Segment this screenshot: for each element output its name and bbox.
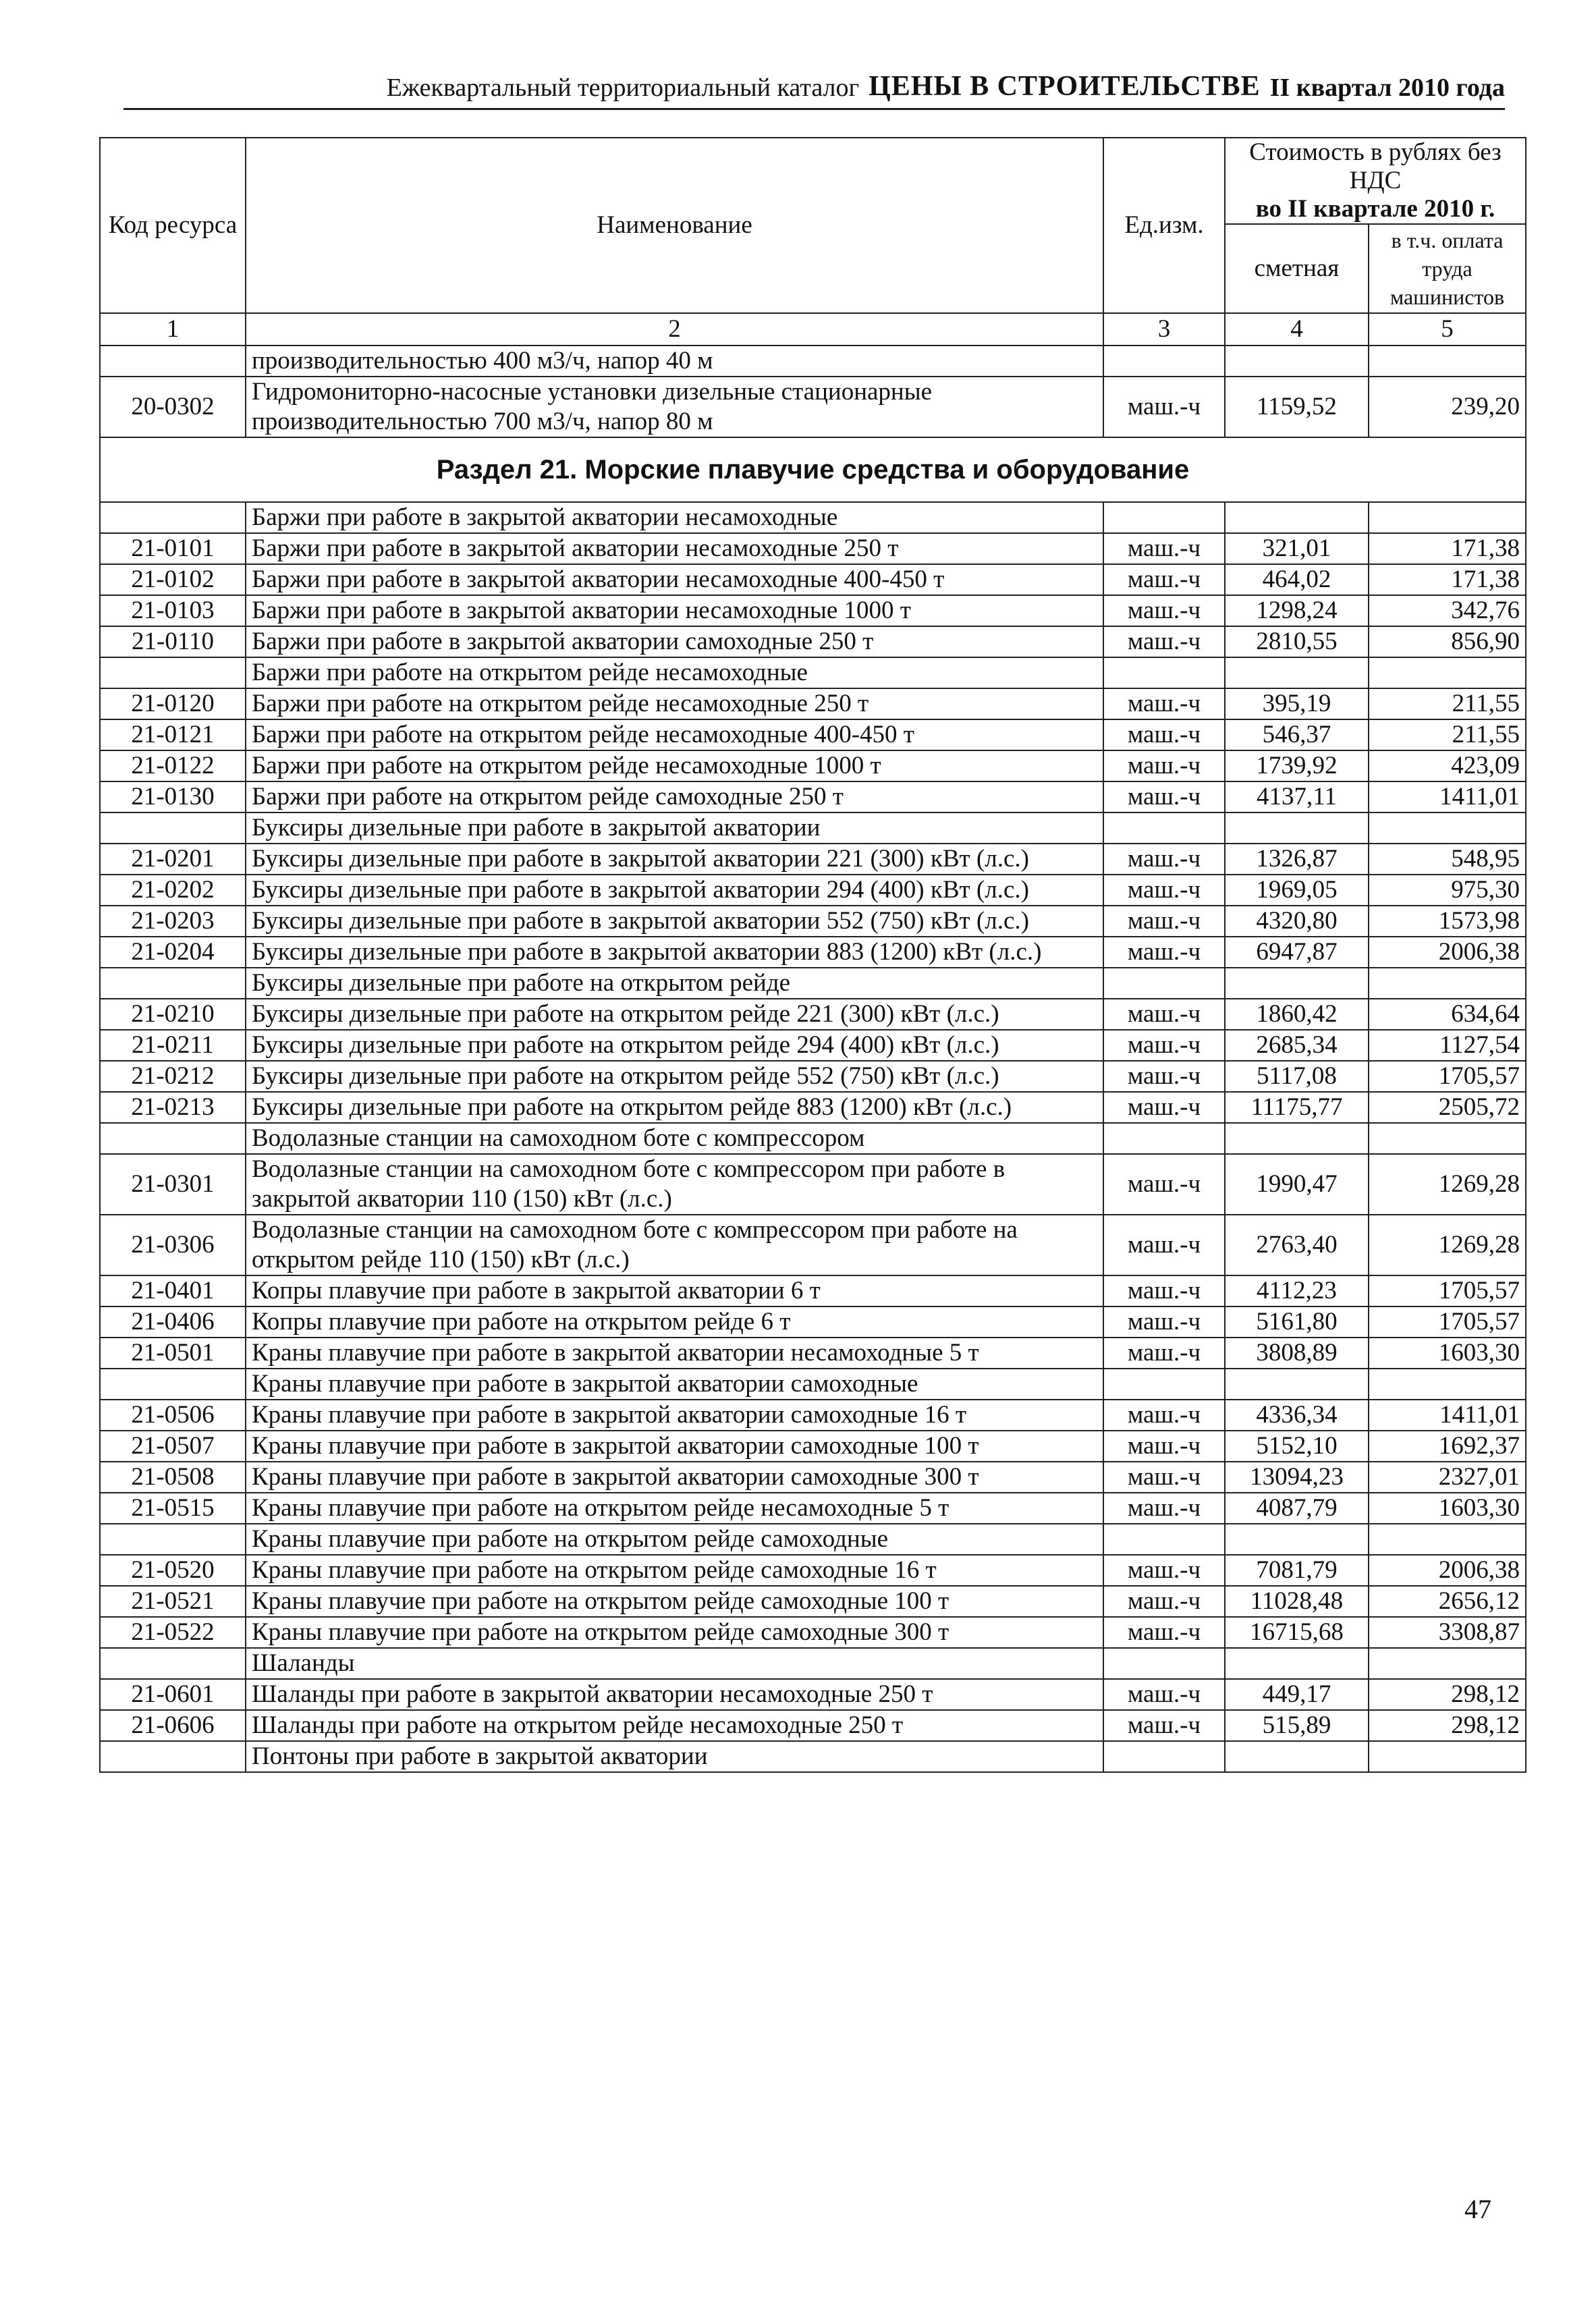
table-row (100, 906, 1526, 937)
cell-labor (1369, 1741, 1526, 1772)
cell-unit (1103, 968, 1225, 999)
cell-labor: 423,09 (1369, 750, 1526, 781)
col-number: 5 (1369, 313, 1526, 346)
cell-cost: 1159,52 (1225, 377, 1369, 437)
cell-name: Баржи при работе в закрытой акватории несамоходные 400-450 т (246, 564, 1103, 595)
col-header-labor: в т.ч. оплата труда машинистов (1369, 224, 1526, 313)
cell-unit: маш.-ч (1103, 1215, 1225, 1275)
cell-labor: 1411,01 (1369, 781, 1526, 813)
cell-unit: маш.-ч (1103, 1431, 1225, 1462)
cell-cost: 16715,68 (1225, 1617, 1369, 1648)
cell-unit: маш.-ч (1103, 1400, 1225, 1431)
table-row (100, 844, 1526, 875)
cell-cost: 1860,42 (1225, 999, 1369, 1030)
cell-labor: 1573,98 (1369, 906, 1526, 937)
table-row (100, 595, 1526, 626)
cell-cost: 321,01 (1225, 533, 1369, 564)
cell-labor: 211,55 (1369, 719, 1526, 750)
cell-labor (1369, 502, 1526, 533)
header-prefix: Ежеквартальный территориальный каталог (386, 74, 860, 102)
cell-cost: 3808,89 (1225, 1338, 1369, 1369)
cell-unit: маш.-ч (1103, 719, 1225, 750)
cell-labor: 2327,01 (1369, 1462, 1526, 1493)
cell-code: 21-0506 (100, 1400, 246, 1431)
cell-cost: 1326,87 (1225, 844, 1369, 875)
cell-name: Буксиры дизельные при работе на открытом рейде 552 (750) кВт (л.с.) (246, 1061, 1103, 1092)
cell-labor: 211,55 (1369, 688, 1526, 719)
table-row (100, 1679, 1526, 1710)
cell-unit: маш.-ч (1103, 1154, 1225, 1215)
table-row (100, 533, 1526, 564)
cell-code (100, 346, 246, 377)
cell-name: Буксиры дизельные при работе в закрытой акватории 221 (300) кВт (л.с.) (246, 844, 1103, 875)
cell-cost: 13094,23 (1225, 1462, 1369, 1493)
cell-unit (1103, 502, 1225, 533)
group-row (100, 1741, 1526, 1772)
cell-code: 21-0515 (100, 1493, 246, 1524)
group-row (100, 1369, 1526, 1400)
cell-cost: 4320,80 (1225, 906, 1369, 937)
cell-name: Баржи при работе на открытом рейде несамоходные 1000 т (246, 750, 1103, 781)
cell-labor: 1603,30 (1369, 1493, 1526, 1524)
cell-unit: маш.-ч (1103, 750, 1225, 781)
table-row (100, 1030, 1526, 1061)
header-title: ЦЕНЫ В СТРОИТЕЛЬСТВЕ (869, 71, 1261, 102)
col-header-unit: Ед.изм. (1103, 138, 1225, 313)
cell-code: 21-0520 (100, 1555, 246, 1586)
cell-code (100, 1741, 246, 1772)
cell-code (100, 813, 246, 844)
cell-labor: 1692,37 (1369, 1431, 1526, 1462)
cell-name: Шаланды при работе на открытом рейде несамоходные 250 т (246, 1710, 1103, 1741)
cell-cost: 4087,79 (1225, 1493, 1369, 1524)
cell-name: Водолазные станции на самоходном боте с компрессором (246, 1123, 1103, 1154)
cell-cost (1225, 1741, 1369, 1772)
cell-unit: маш.-ч (1103, 1338, 1225, 1369)
table-row (100, 1555, 1526, 1586)
cell-cost: 4137,11 (1225, 781, 1369, 813)
cell-cost: 2685,34 (1225, 1030, 1369, 1061)
cell-name: Краны плавучие при работе на открытом рейде самоходные 300 т (246, 1617, 1103, 1648)
table-row (100, 1617, 1526, 1648)
cell-code: 21-0211 (100, 1030, 246, 1061)
cell-code: 21-0202 (100, 875, 246, 906)
cell-cost (1225, 657, 1369, 688)
cell-name: Баржи при работе на открытом рейде несамоходные 400-450 т (246, 719, 1103, 750)
table-row (100, 1586, 1526, 1617)
table-row (100, 1431, 1526, 1462)
group-row (100, 346, 1526, 377)
table-row (100, 1493, 1526, 1524)
cell-labor (1369, 657, 1526, 688)
section-row (100, 437, 1526, 502)
group-row (100, 657, 1526, 688)
cell-labor: 2656,12 (1369, 1586, 1526, 1617)
section-body (100, 437, 1526, 502)
cell-code: 21-0606 (100, 1710, 246, 1741)
group-row (100, 968, 1526, 999)
cell-unit: маш.-ч (1103, 1555, 1225, 1586)
cell-code (100, 657, 246, 688)
cell-unit: маш.-ч (1103, 906, 1225, 937)
table-row (100, 999, 1526, 1030)
cell-labor: 856,90 (1369, 626, 1526, 657)
cell-name: Краны плавучие при работе на открытом рейде самоходные 100 т (246, 1586, 1103, 1617)
table-row (100, 875, 1526, 906)
cell-name: Краны плавучие при работе на открытом рейде самоходные (246, 1524, 1103, 1555)
table-row (100, 1275, 1526, 1306)
cell-cost: 5161,80 (1225, 1306, 1369, 1338)
cell-unit (1103, 1123, 1225, 1154)
cell-cost: 515,89 (1225, 1710, 1369, 1741)
cell-unit: маш.-ч (1103, 1710, 1225, 1741)
cell-code: 21-0301 (100, 1154, 246, 1215)
cell-unit: маш.-ч (1103, 1493, 1225, 1524)
cell-unit (1103, 657, 1225, 688)
cell-name: Буксиры дизельные при работе на открытом рейде (246, 968, 1103, 999)
cell-unit: маш.-ч (1103, 626, 1225, 657)
cell-unit (1103, 813, 1225, 844)
cell-labor: 1705,57 (1369, 1061, 1526, 1092)
table-row (100, 1400, 1526, 1431)
table-body-top (100, 346, 1526, 437)
cell-cost (1225, 346, 1369, 377)
header-period: II квартал 2010 года (1269, 74, 1505, 102)
cell-name: Баржи при работе в закрытой акватории несамоходные 250 т (246, 533, 1103, 564)
cell-labor: 1603,30 (1369, 1338, 1526, 1369)
cell-unit: маш.-ч (1103, 688, 1225, 719)
cell-cost: 449,17 (1225, 1679, 1369, 1710)
cell-code: 21-0601 (100, 1679, 246, 1710)
cell-code: 21-0101 (100, 533, 246, 564)
cell-unit: маш.-ч (1103, 1275, 1225, 1306)
cell-unit (1103, 1741, 1225, 1772)
cell-name: Копры плавучие при работе на открытом рейде 6 т (246, 1306, 1103, 1338)
cell-name: производительностью 400 м3/ч, напор 40 м (246, 346, 1103, 377)
cell-cost: 464,02 (1225, 564, 1369, 595)
cell-unit (1103, 1369, 1225, 1400)
table-row (100, 1061, 1526, 1092)
cell-name: Краны плавучие при работе на открытом рейде самоходные 16 т (246, 1555, 1103, 1586)
cell-name: Шаланды при работе в закрытой акватории несамоходные 250 т (246, 1679, 1103, 1710)
cell-unit: маш.-ч (1103, 844, 1225, 875)
cell-cost: 2763,40 (1225, 1215, 1369, 1275)
cell-cost (1225, 502, 1369, 533)
cell-code: 21-0110 (100, 626, 246, 657)
col-number: 4 (1225, 313, 1369, 346)
group-row (100, 502, 1526, 533)
cell-cost: 6947,87 (1225, 937, 1369, 968)
cell-labor: 1269,28 (1369, 1154, 1526, 1215)
cell-name: Баржи при работе в закрытой акватории несамоходные (246, 502, 1103, 533)
cell-labor (1369, 1369, 1526, 1400)
cell-unit: маш.-ч (1103, 533, 1225, 564)
cell-labor (1369, 346, 1526, 377)
table-row (100, 626, 1526, 657)
cell-labor: 298,12 (1369, 1679, 1526, 1710)
table-row (100, 750, 1526, 781)
cell-labor: 298,12 (1369, 1710, 1526, 1741)
cell-unit: маш.-ч (1103, 1586, 1225, 1617)
cell-name: Краны плавучие при работе в закрытой акватории несамоходные 5 т (246, 1338, 1103, 1369)
cell-labor: 634,64 (1369, 999, 1526, 1030)
cell-labor: 548,95 (1369, 844, 1526, 875)
cell-unit: маш.-ч (1103, 781, 1225, 813)
table-row (100, 688, 1526, 719)
cell-code: 21-0210 (100, 999, 246, 1030)
cell-cost (1225, 968, 1369, 999)
cell-unit (1103, 1648, 1225, 1679)
cell-code (100, 1369, 246, 1400)
cell-code: 21-0212 (100, 1061, 246, 1092)
table-row (100, 719, 1526, 750)
cell-code (100, 968, 246, 999)
cell-code: 21-0306 (100, 1215, 246, 1275)
cell-cost: 5117,08 (1225, 1061, 1369, 1092)
cell-cost: 1969,05 (1225, 875, 1369, 906)
cell-name: Краны плавучие при работе в закрытой акватории самоходные 300 т (246, 1462, 1103, 1493)
cell-cost (1225, 813, 1369, 844)
cell-name: Краны плавучие при работе на открытом рейде несамоходные 5 т (246, 1493, 1103, 1524)
cell-name: Шаланды (246, 1648, 1103, 1679)
page-number: 47 (1464, 2194, 1491, 2224)
cell-unit: маш.-ч (1103, 595, 1225, 626)
cell-cost (1225, 1648, 1369, 1679)
cell-code: 21-0121 (100, 719, 246, 750)
page-header (123, 64, 1505, 110)
cell-labor (1369, 968, 1526, 999)
cell-cost: 1298,24 (1225, 595, 1369, 626)
cell-name: Буксиры дизельные при работе в закрытой акватории 552 (750) кВт (л.с.) (246, 906, 1103, 937)
table-row (100, 377, 1526, 437)
cell-unit: маш.-ч (1103, 1061, 1225, 1092)
cell-name: Краны плавучие при работе в закрытой акватории самоходные 16 т (246, 1400, 1103, 1431)
cell-code: 21-0401 (100, 1275, 246, 1306)
col-header-estimated: сметная (1225, 224, 1369, 313)
cell-unit: маш.-ч (1103, 1617, 1225, 1648)
table-row (100, 1092, 1526, 1123)
cell-code (100, 1524, 246, 1555)
cell-name: Гидромониторно-насосные установки дизельные стационарные производительностью 700 м3/ч, напор 80 м (246, 377, 1103, 437)
cell-unit: маш.-ч (1103, 564, 1225, 595)
cell-code: 21-0130 (100, 781, 246, 813)
column-number-row (100, 313, 1526, 346)
cell-labor: 171,38 (1369, 533, 1526, 564)
cell-labor: 171,38 (1369, 564, 1526, 595)
cell-name: Баржи при работе на открытом рейде самоходные 250 т (246, 781, 1103, 813)
col-number: 3 (1103, 313, 1225, 346)
group-row (100, 813, 1526, 844)
cell-labor: 342,76 (1369, 595, 1526, 626)
group-row (100, 1648, 1526, 1679)
group-row (100, 1123, 1526, 1154)
cell-labor (1369, 1524, 1526, 1555)
price-catalog-table (99, 137, 1526, 1773)
cell-name: Понтоны при работе в закрытой акватории (246, 1741, 1103, 1772)
cell-cost: 1739,92 (1225, 750, 1369, 781)
cell-name: Копры плавучие при работе в закрытой акватории 6 т (246, 1275, 1103, 1306)
cell-code (100, 1123, 246, 1154)
cell-cost: 395,19 (1225, 688, 1369, 719)
cell-cost: 11028,48 (1225, 1586, 1369, 1617)
col-number: 2 (246, 313, 1103, 346)
cell-name: Краны плавучие при работе в закрытой акватории самоходные (246, 1369, 1103, 1400)
cell-unit: маш.-ч (1103, 1030, 1225, 1061)
cell-code: 21-0507 (100, 1431, 246, 1462)
table-row (100, 1154, 1526, 1215)
cell-cost: 2810,55 (1225, 626, 1369, 657)
cell-name: Баржи при работе в закрытой акватории самоходные 250 т (246, 626, 1103, 657)
cell-code: 21-0203 (100, 906, 246, 937)
cell-unit: маш.-ч (1103, 377, 1225, 437)
cell-name: Баржи при работе на открытом рейде несамоходные (246, 657, 1103, 688)
cell-labor: 1705,57 (1369, 1275, 1526, 1306)
cell-code: 21-0508 (100, 1462, 246, 1493)
cell-name: Буксиры дизельные при работе на открытом рейде 221 (300) кВт (л.с.) (246, 999, 1103, 1030)
cell-name: Буксиры дизельные при работе в закрытой акватории (246, 813, 1103, 844)
table-row (100, 564, 1526, 595)
cell-labor: 1269,28 (1369, 1215, 1526, 1275)
cell-unit (1103, 1524, 1225, 1555)
cell-name: Краны плавучие при работе в закрытой акватории самоходные 100 т (246, 1431, 1103, 1462)
table-body-main (100, 502, 1526, 1772)
section-title: Раздел 21. Морские плавучие средства и оборудование (100, 437, 1526, 502)
cell-code: 21-0122 (100, 750, 246, 781)
cell-name: Буксиры дизельные при работе на открытом рейде 294 (400) кВт (л.с.) (246, 1030, 1103, 1061)
cell-name: Баржи при работе на открытом рейде несамоходные 250 т (246, 688, 1103, 719)
cell-labor (1369, 813, 1526, 844)
cell-cost (1225, 1369, 1369, 1400)
table-row (100, 1462, 1526, 1493)
cell-unit (1103, 346, 1225, 377)
cell-cost: 5152,10 (1225, 1431, 1369, 1462)
cell-labor: 2006,38 (1369, 937, 1526, 968)
col-header-name: Наименование (246, 138, 1103, 313)
cell-unit: маш.-ч (1103, 999, 1225, 1030)
cell-code: 21-0120 (100, 688, 246, 719)
cell-code: 21-0204 (100, 937, 246, 968)
cell-unit: маш.-ч (1103, 1306, 1225, 1338)
cell-code: 21-0501 (100, 1338, 246, 1369)
cell-labor: 3308,87 (1369, 1617, 1526, 1648)
cell-labor: 1411,01 (1369, 1400, 1526, 1431)
table-row (100, 1215, 1526, 1275)
cell-labor: 1705,57 (1369, 1306, 1526, 1338)
col-header-cost-group: Стоимость в рублях без НДС во II квартале 2010 г. (1225, 138, 1526, 224)
cell-unit: маш.-ч (1103, 1679, 1225, 1710)
cell-unit: маш.-ч (1103, 1092, 1225, 1123)
cell-cost: 1990,47 (1225, 1154, 1369, 1215)
cell-code: 21-0213 (100, 1092, 246, 1123)
cell-cost: 11175,77 (1225, 1092, 1369, 1123)
cell-code (100, 1648, 246, 1679)
cell-code: 21-0522 (100, 1617, 246, 1648)
cell-labor (1369, 1648, 1526, 1679)
cell-code: 21-0521 (100, 1586, 246, 1617)
cell-code (100, 502, 246, 533)
cell-unit: маш.-ч (1103, 937, 1225, 968)
group-row (100, 1524, 1526, 1555)
cell-name: Буксиры дизельные при работе в закрытой акватории 294 (400) кВт (л.с.) (246, 875, 1103, 906)
cell-code: 20-0302 (100, 377, 246, 437)
cell-code: 21-0201 (100, 844, 246, 875)
table-row (100, 937, 1526, 968)
cell-code: 21-0103 (100, 595, 246, 626)
table-row (100, 1306, 1526, 1338)
cell-unit: маш.-ч (1103, 1462, 1225, 1493)
cell-name: Водолазные станции на самоходном боте с компрессором при работе на открытом рейде 110 (150) кВт (л.с.) (246, 1215, 1103, 1275)
table-row (100, 781, 1526, 813)
cell-name: Водолазные станции на самоходном боте с компрессором при работе в закрытой акватории 110 (150) кВт (л.с.) (246, 1154, 1103, 1215)
cell-labor (1369, 1123, 1526, 1154)
cell-labor: 975,30 (1369, 875, 1526, 906)
cell-unit: маш.-ч (1103, 875, 1225, 906)
cell-cost (1225, 1123, 1369, 1154)
cell-labor: 2006,38 (1369, 1555, 1526, 1586)
cell-cost (1225, 1524, 1369, 1555)
cell-code: 21-0406 (100, 1306, 246, 1338)
cell-code: 21-0102 (100, 564, 246, 595)
cell-cost: 546,37 (1225, 719, 1369, 750)
cell-labor: 1127,54 (1369, 1030, 1526, 1061)
col-header-code: Код ресурса (100, 138, 246, 313)
cell-labor: 239,20 (1369, 377, 1526, 437)
cell-name: Баржи при работе в закрытой акватории несамоходные 1000 т (246, 595, 1103, 626)
cell-name: Буксиры дизельные при работе на открытом рейде 883 (1200) кВт (л.с.) (246, 1092, 1103, 1123)
table-row (100, 1338, 1526, 1369)
cell-labor: 2505,72 (1369, 1092, 1526, 1123)
cell-cost: 4112,23 (1225, 1275, 1369, 1306)
table-row (100, 1710, 1526, 1741)
cell-name: Буксиры дизельные при работе в закрытой акватории 883 (1200) кВт (л.с.) (246, 937, 1103, 968)
col-number: 1 (100, 313, 246, 346)
cell-cost: 4336,34 (1225, 1400, 1369, 1431)
cell-cost: 7081,79 (1225, 1555, 1369, 1586)
